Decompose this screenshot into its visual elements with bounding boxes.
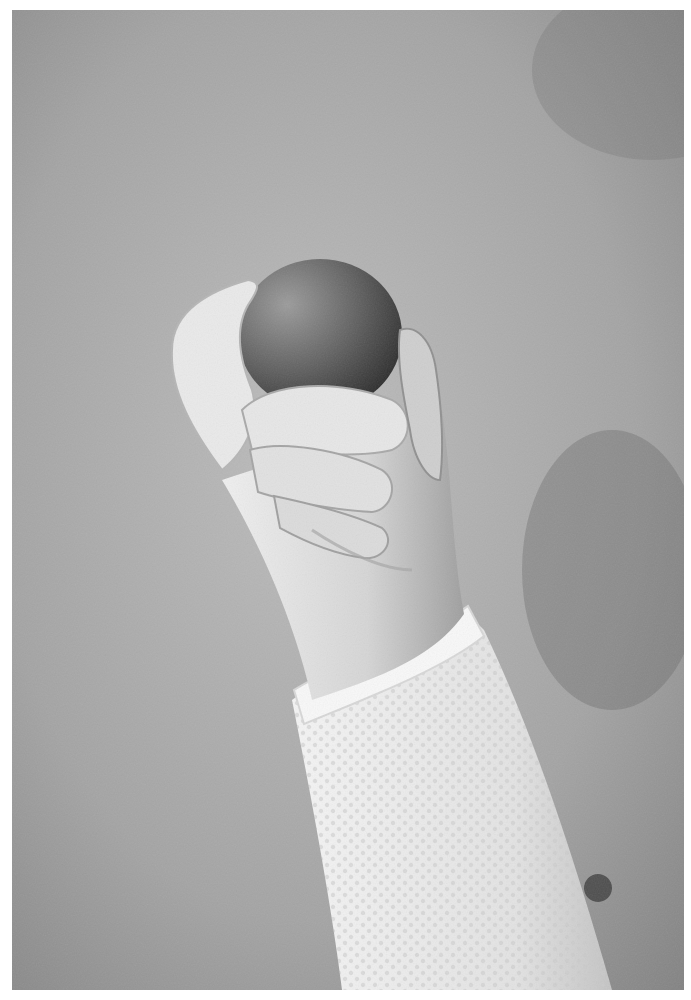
photo-grain [12, 10, 684, 990]
photo-canvas [12, 10, 684, 990]
photograph [12, 10, 684, 990]
